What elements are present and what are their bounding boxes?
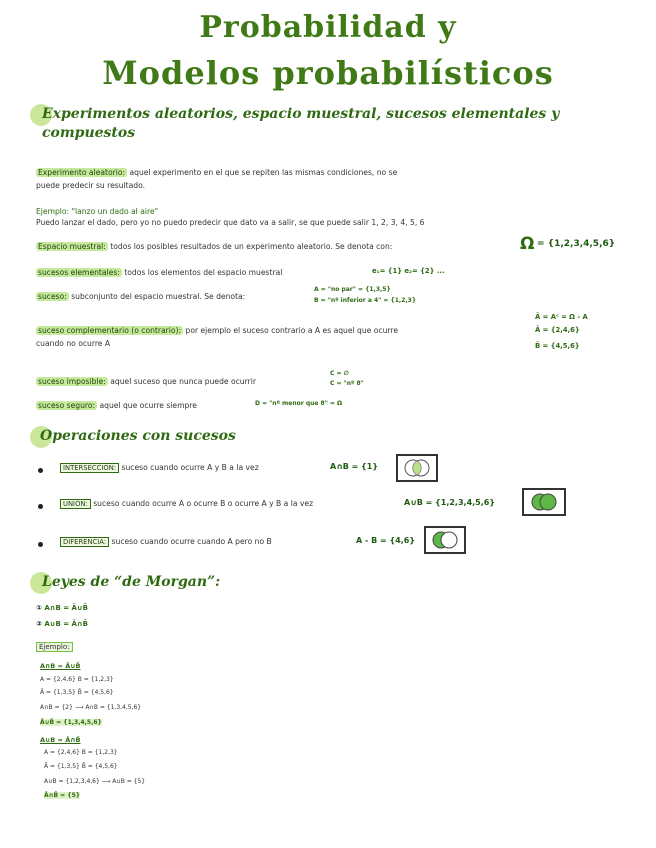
section1-heading-line1: Experimentos aleatorios, espacio muestral, sucesos elementales y — [42, 106, 560, 122]
law-2-number: ② — [36, 620, 42, 628]
imp-example-2: C = "nº 8" — [330, 380, 364, 387]
seg-term: suceso seguro: — [38, 401, 96, 410]
ex1-line1: A = {2,4,6} B = {1,2,3} — [40, 676, 114, 683]
title-line-2: Modelos probabilísticos — [102, 54, 554, 92]
exp-definition — [36, 168, 397, 177]
comp-def-2: cuando no ocurre A — [36, 339, 111, 348]
op-union-label: UNIÓN: — [60, 499, 91, 509]
elem-examples: e₁= {1} e₂= {2} ... — [372, 267, 445, 275]
op-intersection — [60, 463, 259, 472]
suceso-def: subconjunto del espacio muestral. Se denota: — [71, 292, 246, 301]
law-1-formula: A∩B = Ā∪B̄ — [44, 604, 88, 612]
space-set: = {1,2,3,4,5,6} — [537, 239, 616, 249]
exp-def-2: puede predecir su resultado. — [36, 181, 146, 190]
ex2-line3: A∪B = {1,2,3,4,6} ⟶ A∪B = {5} — [44, 778, 146, 785]
op-union — [60, 499, 313, 508]
op-intersection-label: INTERSECCIÓN: — [60, 463, 119, 473]
ex2-line1: A = {2,4,6} B = {1,2,3} — [44, 749, 118, 756]
venn-intersection-icon — [396, 454, 438, 482]
bullet — [38, 468, 43, 473]
example-label: Ejemplo: "lanzo un dado al aire" — [36, 207, 159, 216]
ex1-line2: Ā = {1,3,5} B̄ = {4,5,6} — [40, 689, 114, 696]
space-term: Espacio muestral: — [38, 242, 106, 251]
law-2-formula: A∪B = Ā∩B̄ — [44, 620, 88, 628]
space-definition — [36, 242, 392, 251]
seg-example: D = "nº menor que 8" = Ω — [255, 400, 343, 407]
suceso-b: B = "nº inferior a 4" = {1,2,3} — [314, 297, 417, 304]
example-text: Puedo lanzar el dado, pero yo no puedo predecir que dato va a salir, se que puede salir 1, 2, 3, 4, 5, 6 — [36, 218, 425, 227]
imp-term: suceso imposible: — [38, 377, 106, 386]
venn-difference-icon — [424, 526, 466, 554]
comp-a: Ā = {2,4,6} — [535, 326, 580, 334]
op-intersection-formula: A∩B = {1} — [330, 462, 379, 471]
op-intersection-desc: suceso cuando ocurre A y B a la vez — [121, 463, 259, 472]
comp-relation: Ā = Aᶜ = Ω - A — [535, 313, 588, 321]
title-line-1: Probabilidad y — [199, 10, 457, 45]
section1-heading-line2: compuestos — [42, 125, 136, 141]
exp-term: Experimento aleatorio: — [38, 168, 126, 177]
seg-def: aquel que ocurre siempre — [99, 401, 197, 410]
ex2-line2: Ā = {1,3,5} B̄ = {4,5,6} — [44, 763, 118, 770]
ex1-title: A∩B = Ā∪B̄ — [40, 662, 81, 670]
ex2-title: A∪B = Ā∩B̄ — [40, 736, 81, 744]
law-2 — [36, 620, 88, 628]
op-difference-label: DIFERENCIA: — [60, 537, 109, 547]
elem-definition — [36, 268, 282, 277]
op-difference — [60, 537, 272, 546]
op-difference-formula: A - B = {4,6} — [356, 536, 416, 545]
law-1-number: ① — [36, 604, 42, 612]
section2-heading: Operaciones con sucesos — [40, 428, 236, 444]
op-difference-desc: suceso cuando ocurre cuando A pero no B — [111, 537, 272, 546]
suceso-definition — [36, 292, 245, 301]
imp-example-1: C = ∅ — [330, 370, 349, 377]
suceso-term: suceso: — [38, 292, 67, 301]
ex1-line4: Ā∪B̄ = {1,3,4,5,6} — [40, 719, 102, 726]
op-union-desc: suceso cuando ocurre A o ocurre B o ocurre A y B a la vez — [93, 499, 314, 508]
omega-symbol: Ω — [520, 234, 535, 254]
ex1-line3: A∩B = {2} ⟶ A∩B = {1,3,4,5,6} — [40, 704, 142, 711]
op-union-formula: A∪B = {1,2,3,4,5,6} — [404, 498, 496, 507]
ex2-line4: Ā∩B̄ = {5} — [44, 792, 81, 799]
elem-def: todos los elementos del espacio muestral — [124, 268, 283, 277]
comp-definition — [36, 326, 398, 335]
section3-heading: Leyes de “de Morgan”: — [42, 574, 221, 590]
space-def: todos los posibles resultados de un experimento aleatorio. Se denota con: — [110, 242, 393, 251]
bullet — [38, 504, 43, 509]
elem-term: sucesos elementales: — [38, 268, 120, 277]
law-1 — [36, 604, 88, 612]
bullet — [38, 542, 43, 547]
venn-union-icon — [522, 488, 566, 516]
imp-definition — [36, 377, 256, 386]
suceso-a: A = "no par" = {1,3,5} — [314, 286, 391, 293]
example-box: Ejemplo: — [36, 642, 73, 652]
seg-definition — [36, 401, 197, 410]
comp-def-1: por ejemplo el suceso contrario a A es aquel que ocurre — [185, 326, 399, 335]
comp-b: B̄ = {4,5,6} — [535, 342, 580, 350]
imp-def: aquel suceso que nunca puede ocurrir — [110, 377, 256, 386]
exp-def-1: aquel experimento en el que se repiten las mismas condiciones, no se — [129, 168, 398, 177]
comp-term: suceso complementario (o contrario): — [38, 326, 182, 335]
